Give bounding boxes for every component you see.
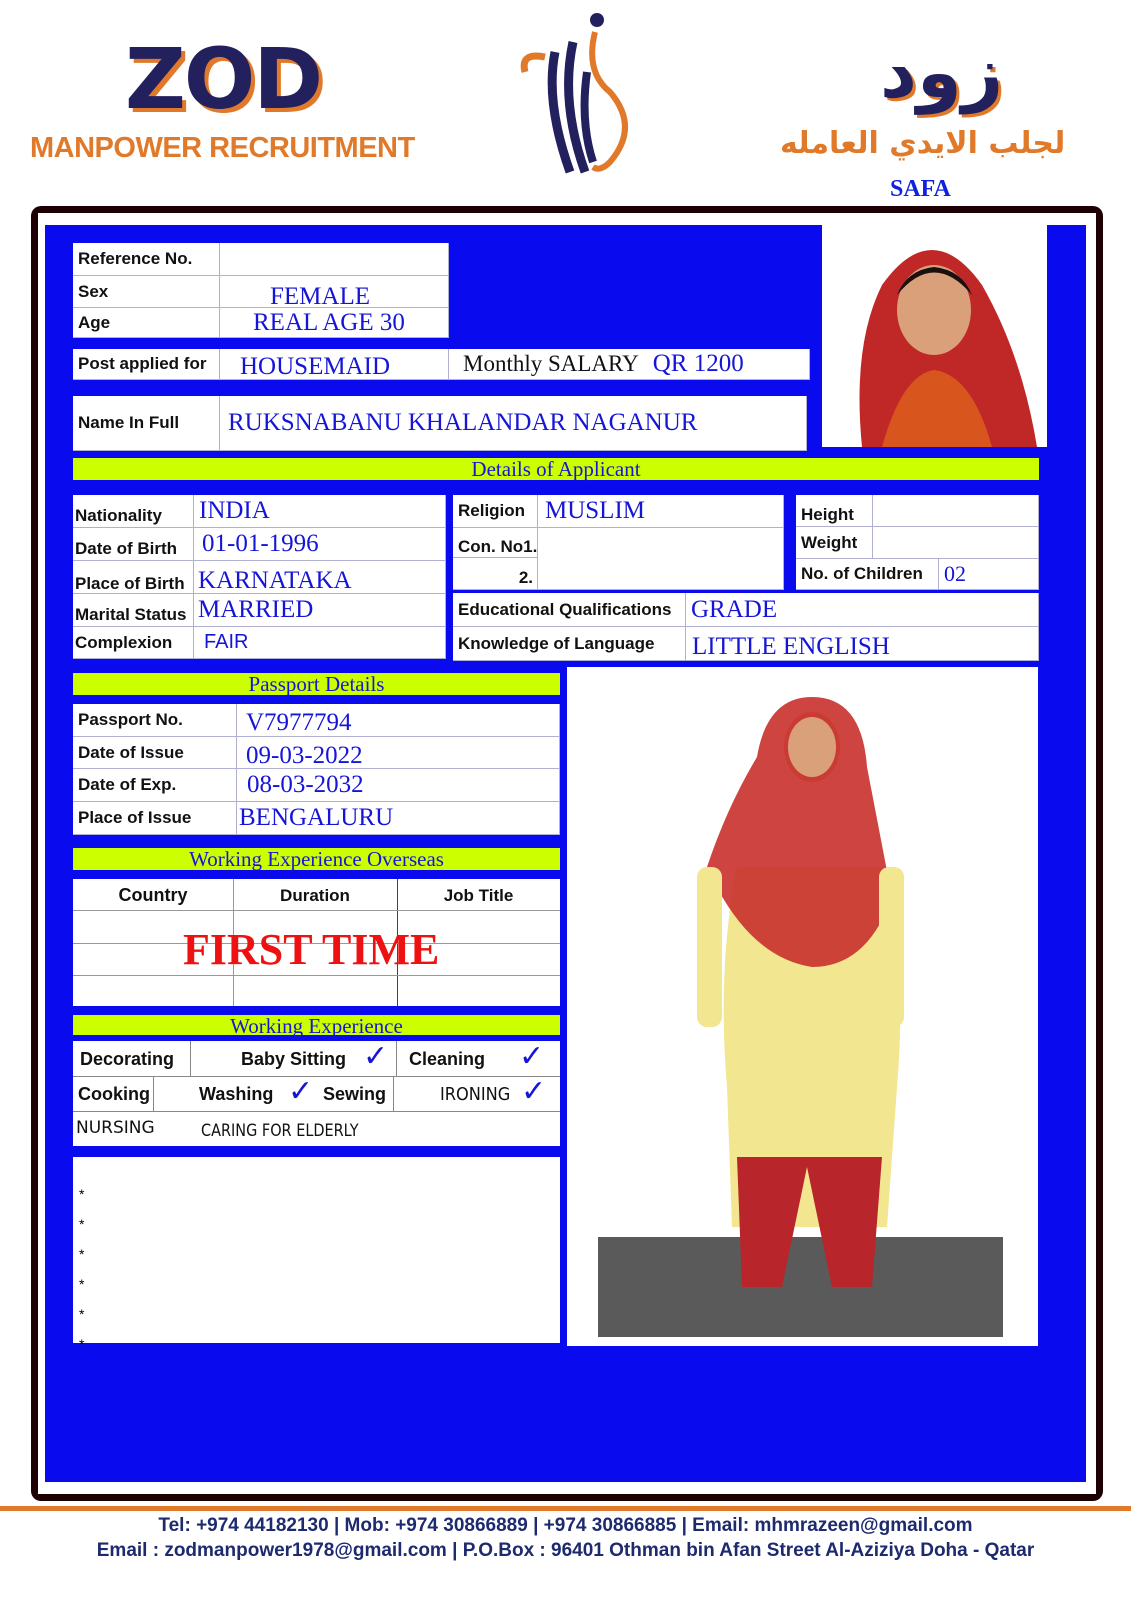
height-value (873, 495, 1039, 527)
pob-value: KARNATAKA (194, 561, 446, 594)
post-value: HOUSEMAID (220, 349, 449, 380)
arabic-subtitle: لجلب الايدي العامله (780, 126, 1066, 161)
name-label: Name In Full (73, 396, 220, 451)
skill-elderly-care: CARING FOR ELDERLY (201, 1121, 359, 1141)
pob-label: Place of Birth (73, 561, 194, 594)
footer-contact-line1: Tel: +974 44182130 | Mob: +974 30866889 | +974 30866885 | Email: mhmrazeen@gmail.com (158, 1515, 973, 1536)
weight-value (873, 527, 1039, 559)
sex-value: FEMALE (220, 276, 449, 308)
language-value: LITTLE ENGLISH (686, 627, 1039, 661)
contact2-label: 2. (453, 558, 538, 590)
salary-label: Monthly SALARY (463, 351, 639, 376)
applicant-portrait-photo (822, 225, 1047, 447)
education-label: Educational Qualifications (453, 593, 686, 627)
complexion-label: Complexion (73, 627, 194, 659)
col-duration: Duration (280, 886, 350, 905)
note-bullet: * (79, 1186, 85, 1202)
post-label: Post applied for (73, 349, 220, 380)
dob-value: 01-01-1996 (194, 528, 446, 561)
check-icon: ✓ (363, 1039, 389, 1074)
skill-ironing: IRONING (440, 1084, 511, 1105)
first-time-note: FIRST TIME (183, 925, 440, 974)
col-country: Country (118, 885, 188, 905)
check-icon: ✓ (521, 1074, 547, 1109)
name-value: RUKSNABANU KHALANDAR NAGANUR (220, 396, 807, 451)
contact1-label: Con. No1. (453, 528, 538, 558)
ref-value (220, 243, 449, 276)
skill-nursing: NURSING (76, 1118, 155, 1138)
passport-no-value: V7977794 (237, 704, 560, 737)
religion-value: MUSLIM (538, 495, 784, 528)
education-value: GRADE (686, 593, 1039, 627)
contact-value (538, 528, 784, 590)
sex-label: Sex (73, 276, 220, 308)
age-value: REAL AGE 30 (220, 308, 449, 338)
marital-label: Marital Status (73, 594, 194, 627)
check-icon: ✓ (288, 1074, 314, 1109)
skill-washing: Washing (199, 1084, 274, 1104)
arabic-logo: زود (880, 30, 1004, 114)
ref-label: Reference No. (73, 243, 220, 276)
issue-date-value: 09-03-2022 (237, 737, 560, 769)
dob-label: Date of Birth (73, 528, 194, 561)
expiry-date-label: Date of Exp. (73, 769, 237, 802)
applicant-full-photo (567, 667, 1038, 1346)
issue-place-label: Place of Issue (73, 802, 237, 835)
age-label: Age (73, 308, 220, 338)
skill-decorating: Decorating (80, 1049, 175, 1069)
overseas-table (73, 879, 560, 1006)
note-bullet: * (79, 1276, 85, 1292)
experience-header: Working Experience (73, 1015, 560, 1035)
complexion-value: FAIR (194, 627, 446, 659)
note-bullet: * (79, 1306, 85, 1322)
issue-date-label: Date of Issue (73, 737, 237, 769)
overseas-header: Working Experience Overseas (73, 848, 560, 870)
religion-label: Religion (453, 495, 538, 528)
note-bullet: * (79, 1216, 85, 1232)
logo-subtitle: MANPOWER RECRUITMENT (30, 132, 415, 164)
details-header: Details of Applicant (73, 458, 1039, 480)
col-job-title: Job Title (443, 886, 514, 905)
marital-value: MARRIED (194, 594, 446, 627)
children-label: No. of Children (796, 559, 939, 590)
passport-header: Passport Details (73, 673, 560, 695)
expiry-date-value: 08-03-2032 (237, 769, 560, 802)
note-bullet: * (79, 1336, 85, 1352)
skills-table (73, 1041, 560, 1146)
language-label: Knowledge of Language (453, 627, 686, 661)
safa-label: SAFA (890, 176, 951, 202)
check-icon: ✓ (519, 1039, 545, 1074)
notes-box (73, 1157, 560, 1352)
height-label: Height (796, 495, 873, 527)
skill-cleaning: Cleaning (409, 1049, 486, 1069)
passport-no-label: Passport No. (73, 704, 237, 737)
skill-cooking: Cooking (78, 1084, 150, 1104)
children-value: 02 (939, 559, 1039, 590)
salary-row (449, 349, 810, 380)
salary-value: QR 1200 (652, 350, 744, 377)
nationality-value: INDIA (194, 495, 446, 528)
weight-label: Weight (796, 527, 873, 559)
issue-place-value: BENGALURU (237, 802, 560, 835)
footer-contact-line2: Email : zodmanpower1978@gmail.com | P.O.Box : 96401 Othman bin Afan Street Al-Aziziya Doha - Qatar (96, 1540, 1035, 1561)
nationality-label: Nationality (73, 495, 194, 528)
skill-baby-sitting: Baby Sitting (241, 1049, 347, 1069)
company-emblem-icon (515, 12, 645, 182)
zod-logo: ZOD (125, 30, 322, 128)
skill-sewing: Sewing (323, 1084, 387, 1104)
note-bullet: * (79, 1246, 85, 1262)
footer-divider (0, 1506, 1131, 1511)
